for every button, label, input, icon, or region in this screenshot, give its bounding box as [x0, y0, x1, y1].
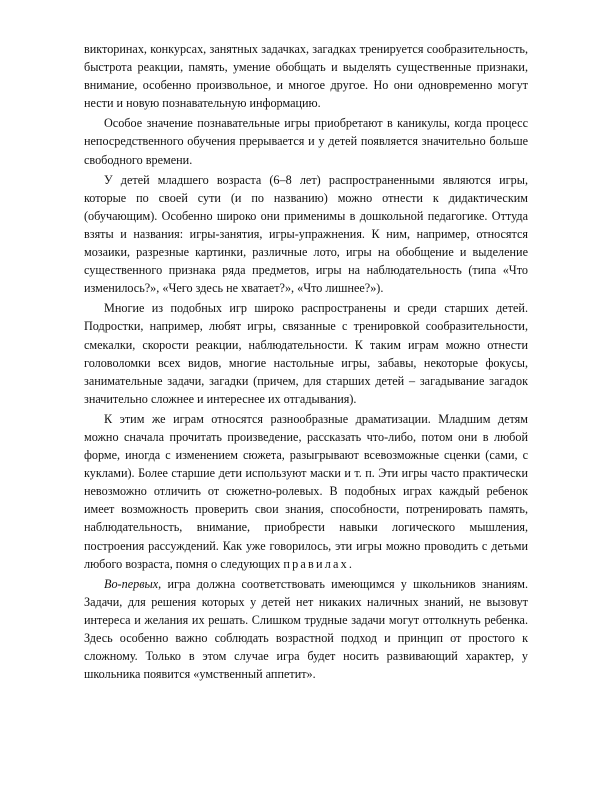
- paragraph-5-text: К этим же играм относятся разнообразные драматизации. Младшим детям можно сначала прочитать произведение, рассказать что-либо, потом они в любой форме, иногда с изменением сюжета, разыгрывают всевозможные сценки (сами, с куклами). Более старшие дети используют маски и т. п. Эти игры часто практически невозможно отличить от сюжетно-ролевых. В подобных играх каждый ребенок имеет возможность проверить свои знания, способности, потренировать память, наблюдательность, внимание, приобрести навыки логического мышления, построения рассуждений. Как уже говорилось, эти игры можно проводить с детьми любого возраста, помня о следующих: [84, 411, 528, 571]
- paragraph-6-text: , игра должна соответствовать имеющимся у школьников знаниям. Задачи, для решения которых у детей нет никаких наличных знаний, не вызовут интереса и желания их решать. Слишком трудные задачи могут оттолкнуть ребенка. Здесь особенно важно соблюдать возрастной подход и принцип от простого к сложному. Только в этом случае игра будет носить развивающий характер, у школьника появится «умственный аппетит».: [84, 576, 528, 682]
- paragraph-6: [84, 575, 528, 684]
- paragraph-6-lead: Во-первых: [104, 576, 159, 591]
- paragraph-1: викторинах, конкурсах, занятных задачках, загадках тренируется сообразительность, быстрота реакции, память, умение обобщать и выделять существенные признаки, внимание, особенно произвольное, и многое другое. Но они одновременно могут нести и новую познавательную информацию.: [84, 42, 528, 111]
- paragraph-4: Многие из подобных игр широко распространены и среди старших детей. Подростки, например, любят игры, связанные с тренировкой сообразительности, смекалки, скорости реакции, наблюдательности. К таким играм можно отнести головоломки всех видов, многие настольные игры, забавы, некоторые фокусы, занимательные задачи, загадки (причем, для старших детей – загадывание загадок значительно сложнее и интереснее их отгадывания).: [84, 301, 528, 406]
- document-page: [84, 40, 528, 685]
- paragraph-3: У детей младшего возраста (6–8 лет) распространенными являются игры, которые по своей сути (и по названию) можно отнести к дидактическим (обучающим). Особенно широко они применимы в дошкольной педагогике. Оттуда взяты и названия: игры-занятия, игры-упражнения. К ним, например, относятся мозаики, разрезные картинки, различные лото, игры на обобщение и выделение существенного признака ряда предметов, игры на наблюдательность (типа «Что изменилось?», «Чего здесь не хватает?», «Что лишнее?»).: [84, 172, 528, 296]
- paragraph-2: Особое значение познавательные игры приобретают в каникулы, когда процесс непосредственного обучения прерывается и у детей появляется значительно больше свободного времени.: [84, 116, 528, 167]
- paragraph-5: [84, 410, 528, 573]
- paragraph-5-spaced-word: правилах.: [283, 556, 355, 571]
